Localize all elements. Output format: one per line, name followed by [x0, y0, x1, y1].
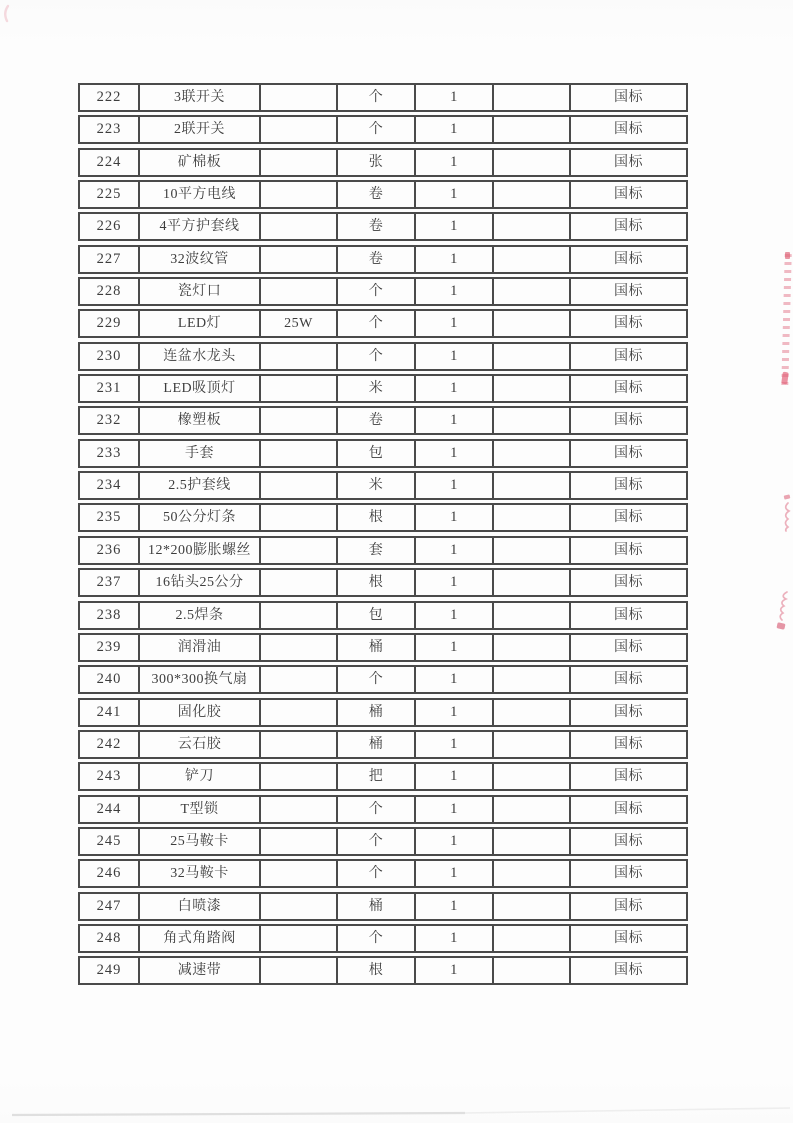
cell-spec [261, 538, 338, 563]
cell-quantity: 1 [416, 538, 494, 563]
page-bottom-shadow-line [0, 1100, 793, 1122]
cell-standard: 国标 [614, 833, 643, 849]
cell-unit: 卷 [338, 247, 416, 272]
cell-item-name: 润滑油 [140, 635, 261, 660]
cell-row-number: 222 [80, 85, 140, 110]
table-row [78, 148, 688, 177]
cell-note [494, 764, 571, 789]
cell-spec [261, 279, 338, 304]
cell-standard: 国标 [614, 575, 643, 591]
cell-note [494, 570, 571, 595]
cell-item-name: 32马鞍卡 [140, 861, 261, 886]
cell-quantity: 1 [416, 505, 494, 530]
cell-quantity: 1 [416, 732, 494, 757]
cell-spec [261, 958, 338, 983]
cell-unit: 米 [338, 473, 416, 498]
cell-note [494, 344, 571, 369]
cell-spec [261, 247, 338, 272]
cell-item-name: 10平方电线 [140, 182, 261, 207]
cell-note [494, 150, 571, 175]
cell-standard: 国标 [614, 445, 643, 461]
materials-table [78, 83, 688, 985]
table-row [78, 245, 688, 274]
cell-unit: 个 [338, 279, 416, 304]
cell-quantity: 1 [416, 408, 494, 433]
cell-unit: 桶 [338, 635, 416, 660]
table-row [78, 827, 688, 856]
cell-note [494, 182, 571, 207]
cell-note [494, 894, 571, 919]
cell-quantity: 1 [416, 894, 494, 919]
table-row [78, 277, 688, 306]
table-row [78, 633, 688, 662]
cell-unit: 根 [338, 505, 416, 530]
cell-spec: 25W [261, 311, 338, 336]
cell-note [494, 732, 571, 757]
red-seal-edge-mark-dashes [781, 254, 791, 386]
cell-spec [261, 700, 338, 725]
cell-item-name: T型锁 [140, 797, 261, 822]
red-seal-edge-mark-squiggle [778, 494, 793, 532]
cell-note [494, 861, 571, 886]
cell-row-number: 242 [80, 732, 140, 757]
cell-quantity: 1 [416, 182, 494, 207]
table-row [78, 795, 688, 824]
cell-standard: 国标 [614, 478, 643, 494]
cell-item-name: 25马鞍卡 [140, 829, 261, 854]
cell-quantity: 1 [416, 958, 494, 983]
cell-unit: 个 [338, 85, 416, 110]
cell-unit: 卷 [338, 408, 416, 433]
table-row [78, 568, 688, 597]
cell-item-name: LED吸顶灯 [140, 376, 261, 401]
cell-quantity: 1 [416, 603, 494, 628]
cell-spec [261, 861, 338, 886]
table-row [78, 180, 688, 209]
cell-unit: 卷 [338, 182, 416, 207]
cell-standard: 国标 [614, 510, 643, 526]
cell-standard: 国标 [614, 930, 643, 946]
cell-spec [261, 635, 338, 660]
cell-quantity: 1 [416, 150, 494, 175]
cell-row-number: 228 [80, 279, 140, 304]
cell-standard: 国标 [614, 122, 643, 138]
cell-row-number: 241 [80, 700, 140, 725]
cell-quantity: 1 [416, 473, 494, 498]
pink-fleck-topleft [1, 4, 11, 24]
cell-note [494, 408, 571, 433]
cell-note [494, 700, 571, 725]
cell-quantity: 1 [416, 376, 494, 401]
cell-quantity: 1 [416, 117, 494, 142]
cell-row-number: 224 [80, 150, 140, 175]
cell-note [494, 538, 571, 563]
cell-spec [261, 894, 338, 919]
cell-quantity: 1 [416, 829, 494, 854]
table-row [78, 471, 688, 500]
cell-note [494, 958, 571, 983]
cell-row-number: 237 [80, 570, 140, 595]
cell-spec [261, 829, 338, 854]
cell-unit: 米 [338, 376, 416, 401]
table-row [78, 83, 688, 112]
cell-row-number: 226 [80, 214, 140, 239]
cell-row-number: 225 [80, 182, 140, 207]
cell-standard: 国标 [614, 898, 643, 914]
cell-spec [261, 926, 338, 951]
cell-item-name: 手套 [140, 441, 261, 466]
cell-standard: 国标 [614, 316, 643, 332]
cell-item-name: 瓷灯口 [140, 279, 261, 304]
cell-unit: 根 [338, 958, 416, 983]
table-row [78, 503, 688, 532]
cell-note [494, 117, 571, 142]
cell-row-number: 238 [80, 603, 140, 628]
cell-standard: 国标 [614, 736, 643, 752]
cell-note [494, 473, 571, 498]
cell-row-number: 232 [80, 408, 140, 433]
cell-spec [261, 473, 338, 498]
cell-unit: 张 [338, 150, 416, 175]
cell-unit: 桶 [338, 732, 416, 757]
cell-standard: 国标 [614, 413, 643, 429]
cell-item-name: 矿棉板 [140, 150, 261, 175]
cell-row-number: 234 [80, 473, 140, 498]
cell-item-name: 白喷漆 [140, 894, 261, 919]
cell-spec [261, 85, 338, 110]
table-row [78, 601, 688, 630]
cell-note [494, 85, 571, 110]
cell-row-number: 227 [80, 247, 140, 272]
red-seal-edge-mark-squiggle [774, 590, 792, 634]
cell-standard: 国标 [614, 866, 643, 882]
table-row [78, 439, 688, 468]
cell-quantity: 1 [416, 570, 494, 595]
red-seal-edge-mark-cap-top [785, 252, 790, 259]
cell-row-number: 236 [80, 538, 140, 563]
cell-item-name: 铲刀 [140, 764, 261, 789]
cell-quantity: 1 [416, 441, 494, 466]
cell-row-number: 248 [80, 926, 140, 951]
cell-standard: 国标 [614, 348, 643, 364]
table-row [78, 665, 688, 694]
cell-spec [261, 182, 338, 207]
cell-unit: 个 [338, 311, 416, 336]
cell-note [494, 603, 571, 628]
cell-quantity: 1 [416, 85, 494, 110]
cell-standard: 国标 [614, 801, 643, 817]
table-row [78, 309, 688, 338]
cell-spec [261, 570, 338, 595]
cell-quantity: 1 [416, 764, 494, 789]
cell-row-number: 235 [80, 505, 140, 530]
cell-unit: 包 [338, 603, 416, 628]
cell-note [494, 797, 571, 822]
cell-note [494, 926, 571, 951]
cell-spec [261, 764, 338, 789]
cell-spec [261, 603, 338, 628]
cell-item-name: 固化胶 [140, 700, 261, 725]
cell-spec [261, 150, 338, 175]
cell-spec [261, 376, 338, 401]
cell-note [494, 829, 571, 854]
cell-spec [261, 667, 338, 692]
cell-row-number: 233 [80, 441, 140, 466]
cell-quantity: 1 [416, 344, 494, 369]
cell-unit: 个 [338, 344, 416, 369]
cell-item-name: 角式角踏阀 [140, 926, 261, 951]
cell-standard: 国标 [614, 769, 643, 785]
cell-standard: 国标 [614, 187, 643, 203]
cell-item-name: 2.5焊条 [140, 603, 261, 628]
cell-row-number: 230 [80, 344, 140, 369]
cell-unit: 个 [338, 861, 416, 886]
cell-note [494, 247, 571, 272]
cell-spec [261, 505, 338, 530]
table-row [78, 212, 688, 241]
cell-row-number: 249 [80, 958, 140, 983]
cell-unit: 把 [338, 764, 416, 789]
cell-spec [261, 408, 338, 433]
cell-item-name: 50公分灯条 [140, 505, 261, 530]
cell-standard: 国标 [614, 251, 643, 267]
cell-item-name: 12*200膨胀螺丝 [140, 538, 261, 563]
cell-item-name: 4平方护套线 [140, 214, 261, 239]
red-seal-edge-mark-cap-bottom [781, 372, 789, 385]
cell-note [494, 667, 571, 692]
cell-note [494, 635, 571, 660]
cell-row-number: 245 [80, 829, 140, 854]
cell-item-name: 云石胶 [140, 732, 261, 757]
cell-quantity: 1 [416, 311, 494, 336]
cell-item-name: 32波纹管 [140, 247, 261, 272]
cell-standard: 国标 [614, 704, 643, 720]
cell-unit: 套 [338, 538, 416, 563]
table-row [78, 698, 688, 727]
table-row [78, 924, 688, 953]
cell-item-name: 2联开关 [140, 117, 261, 142]
table-row [78, 892, 688, 921]
cell-unit: 个 [338, 797, 416, 822]
cell-row-number: 239 [80, 635, 140, 660]
cell-unit: 包 [338, 441, 416, 466]
table-row [78, 374, 688, 403]
cell-spec [261, 117, 338, 142]
cell-quantity: 1 [416, 214, 494, 239]
cell-quantity: 1 [416, 700, 494, 725]
cell-note [494, 311, 571, 336]
cell-item-name: 3联开关 [140, 85, 261, 110]
cell-unit: 桶 [338, 894, 416, 919]
cell-row-number: 246 [80, 861, 140, 886]
table-row [78, 956, 688, 985]
table-row [78, 115, 688, 144]
cell-unit: 卷 [338, 214, 416, 239]
cell-spec [261, 214, 338, 239]
cell-unit: 个 [338, 667, 416, 692]
cell-spec [261, 797, 338, 822]
cell-unit: 个 [338, 829, 416, 854]
cell-item-name: 减速带 [140, 958, 261, 983]
table-row [78, 342, 688, 371]
cell-quantity: 1 [416, 635, 494, 660]
cell-spec [261, 441, 338, 466]
cell-quantity: 1 [416, 926, 494, 951]
cell-item-name: LED灯 [140, 311, 261, 336]
cell-unit: 根 [338, 570, 416, 595]
cell-row-number: 247 [80, 894, 140, 919]
cell-note [494, 214, 571, 239]
cell-standard: 国标 [614, 542, 643, 558]
cell-unit: 桶 [338, 700, 416, 725]
cell-quantity: 1 [416, 861, 494, 886]
cell-item-name: 橡塑板 [140, 408, 261, 433]
cell-quantity: 1 [416, 797, 494, 822]
cell-note [494, 279, 571, 304]
table-row [78, 762, 688, 791]
cell-note [494, 376, 571, 401]
cell-quantity: 1 [416, 279, 494, 304]
cell-unit: 个 [338, 926, 416, 951]
cell-row-number: 240 [80, 667, 140, 692]
cell-item-name: 300*300换气扇 [140, 667, 261, 692]
cell-standard: 国标 [614, 639, 643, 655]
table-row [78, 536, 688, 565]
cell-item-name: 2.5护套线 [140, 473, 261, 498]
cell-item-name: 连盆水龙头 [140, 344, 261, 369]
cell-standard: 国标 [614, 963, 643, 979]
cell-spec [261, 732, 338, 757]
cell-standard: 国标 [614, 154, 643, 170]
cell-standard: 国标 [614, 607, 643, 623]
cell-standard: 国标 [614, 672, 643, 688]
cell-note [494, 441, 571, 466]
table-row [78, 859, 688, 888]
cell-standard: 国标 [614, 381, 643, 397]
table-row [78, 730, 688, 759]
table-row [78, 406, 688, 435]
cell-standard: 国标 [614, 219, 643, 235]
cell-row-number: 243 [80, 764, 140, 789]
cell-standard: 国标 [614, 90, 643, 105]
cell-item-name: 16钻头25公分 [140, 570, 261, 595]
cell-standard: 国标 [614, 284, 643, 300]
cell-quantity: 1 [416, 667, 494, 692]
cell-row-number: 244 [80, 797, 140, 822]
cell-row-number: 231 [80, 376, 140, 401]
cell-row-number: 229 [80, 311, 140, 336]
cell-quantity: 1 [416, 247, 494, 272]
cell-row-number: 223 [80, 117, 140, 142]
cell-unit: 个 [338, 117, 416, 142]
cell-note [494, 505, 571, 530]
cell-spec [261, 344, 338, 369]
